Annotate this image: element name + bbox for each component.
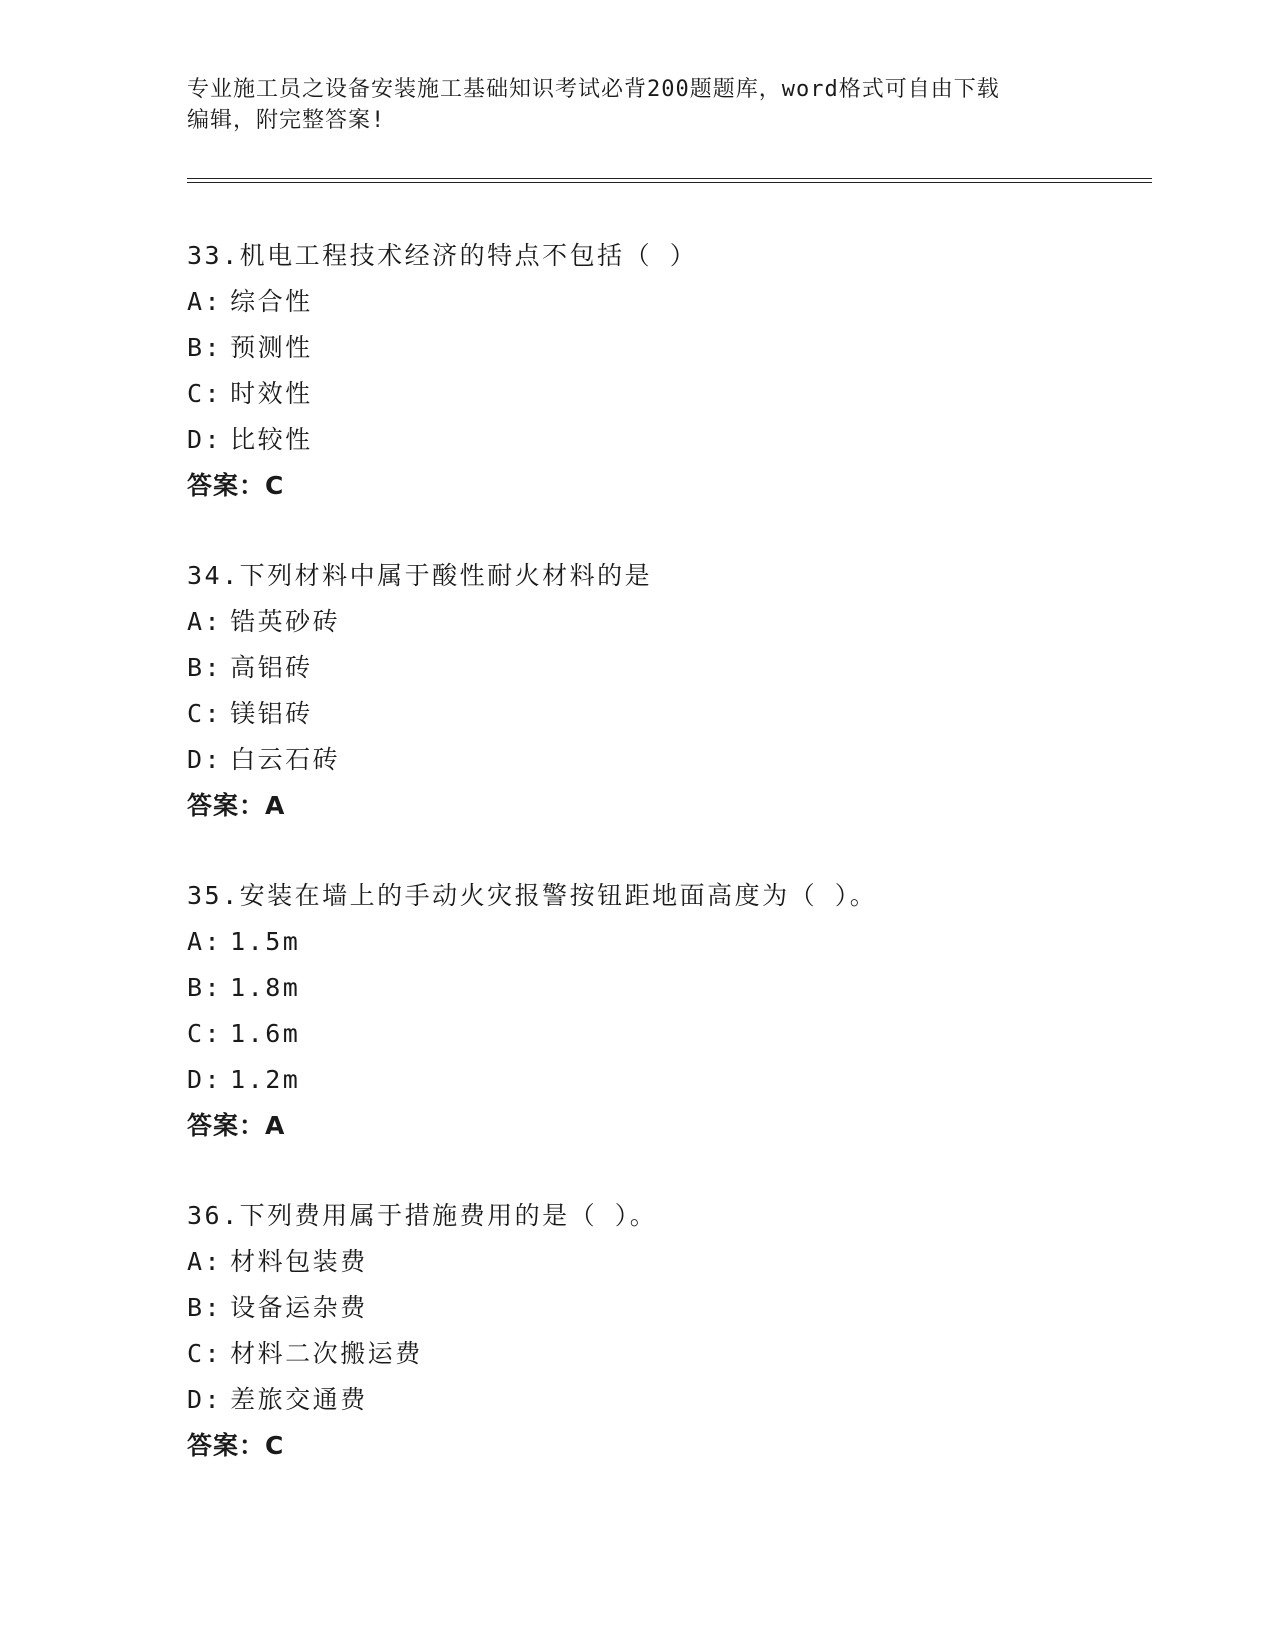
question-33 bbox=[187, 233, 1147, 553]
option-a bbox=[187, 599, 1147, 645]
option-letter: B: bbox=[187, 1293, 223, 1322]
option-b bbox=[187, 325, 1147, 371]
option-text: 1.5m bbox=[230, 927, 301, 956]
option-text: 1.8m bbox=[230, 973, 301, 1002]
option-text: 差旅交通费 bbox=[230, 1385, 368, 1414]
option-text: 时效性 bbox=[230, 379, 313, 408]
question-34 bbox=[187, 553, 1147, 873]
answer-line: 答案：C bbox=[187, 1431, 285, 1460]
option-d bbox=[187, 1057, 1147, 1103]
option-letter: D: bbox=[187, 425, 223, 454]
option-text: 1.6m bbox=[230, 1019, 301, 1048]
option-text: 1.2m bbox=[230, 1065, 301, 1094]
option-letter: D: bbox=[187, 1385, 223, 1414]
option-a bbox=[187, 279, 1147, 325]
header-title-line-2: 编辑，附完整答案! bbox=[187, 108, 386, 133]
option-c bbox=[187, 1011, 1147, 1057]
option-letter: D: bbox=[187, 1065, 223, 1094]
option-text: 镁铝砖 bbox=[230, 699, 313, 728]
option-d bbox=[187, 417, 1147, 463]
option-text: 综合性 bbox=[230, 287, 313, 316]
option-letter: D: bbox=[187, 745, 223, 774]
option-text: 材料二次搬运费 bbox=[230, 1339, 423, 1368]
option-b bbox=[187, 1285, 1147, 1331]
option-text: 材料包装费 bbox=[230, 1247, 368, 1276]
option-letter: B: bbox=[187, 333, 223, 362]
option-text: 设备运杂费 bbox=[230, 1293, 368, 1322]
option-letter: A: bbox=[187, 287, 223, 316]
option-a bbox=[187, 1239, 1147, 1285]
option-d bbox=[187, 1377, 1147, 1423]
option-text: 预测性 bbox=[230, 333, 313, 362]
question-stem: 34.下列材料中属于酸性耐火材料的是 bbox=[187, 561, 653, 590]
option-letter: C: bbox=[187, 1019, 223, 1048]
answer-line: 答案：A bbox=[187, 1111, 286, 1140]
option-letter: C: bbox=[187, 379, 223, 408]
header-double-rule bbox=[187, 178, 1152, 183]
question-list bbox=[187, 233, 1147, 1513]
option-letter: B: bbox=[187, 973, 223, 1002]
option-c bbox=[187, 1331, 1147, 1377]
answer-line: 答案：A bbox=[187, 791, 286, 820]
option-b bbox=[187, 645, 1147, 691]
option-text: 锆英砂砖 bbox=[230, 607, 341, 636]
option-text: 比较性 bbox=[230, 425, 313, 454]
option-c bbox=[187, 691, 1147, 737]
answer-line: 答案：C bbox=[187, 471, 285, 500]
option-letter: A: bbox=[187, 607, 223, 636]
question-stem: 33.机电工程技术经济的特点不包括（ ） bbox=[187, 241, 698, 270]
option-text: 白云石砖 bbox=[230, 745, 341, 774]
option-b bbox=[187, 965, 1147, 1011]
option-letter: B: bbox=[187, 653, 223, 682]
option-d bbox=[187, 737, 1147, 783]
option-text: 高铝砖 bbox=[230, 653, 313, 682]
question-35 bbox=[187, 873, 1147, 1193]
option-letter: C: bbox=[187, 1339, 223, 1368]
option-c bbox=[187, 371, 1147, 417]
option-letter: C: bbox=[187, 699, 223, 728]
header-title-line-1: 专业施工员之设备安装施工基础知识考试必背200题题库，word格式可自由下载 bbox=[187, 77, 1000, 102]
question-stem: 35.安装在墙上的手动火灾报警按钮距地面高度为（ ）。 bbox=[187, 881, 878, 910]
document-header bbox=[187, 74, 1087, 136]
option-letter: A: bbox=[187, 927, 223, 956]
question-stem: 36.下列费用属于措施费用的是（ ）。 bbox=[187, 1201, 658, 1230]
option-a bbox=[187, 919, 1147, 965]
option-letter: A: bbox=[187, 1247, 223, 1276]
question-36 bbox=[187, 1193, 1147, 1513]
